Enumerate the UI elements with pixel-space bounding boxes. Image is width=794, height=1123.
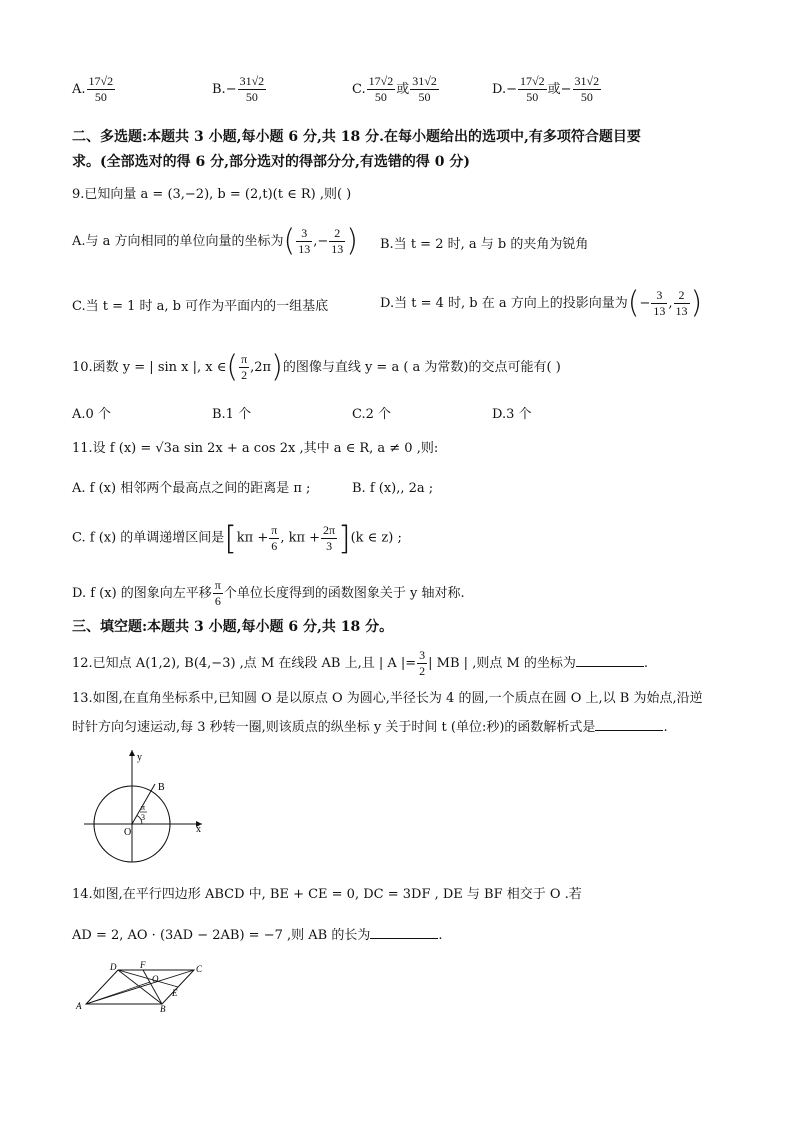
q10-option-b: B.1 个 [212, 407, 252, 422]
q10-option-c: C.2 个 [352, 407, 392, 422]
q11-option-d: D. f (x) 的图象向左平移 $\frac{\pi}{6}$ 个单位长度得到的函数图象关于 y 轴对称. [72, 578, 465, 608]
point-b-label: B [158, 782, 165, 793]
q14-figure [72, 960, 212, 1012]
answer-blank[interactable] [370, 926, 438, 939]
q10-option-a: A.0 个 [72, 407, 111, 422]
vertex-c-label: C [196, 964, 203, 974]
point-o-label: O [152, 974, 159, 984]
q9-option-c: C.当 t = 1 时 a, b 可作为平面内的一组基底 [72, 299, 329, 314]
vertex-a-label: A [76, 1001, 82, 1011]
q11-option-b: B. f (x),, 2a ; [352, 481, 434, 496]
x-axis-label: x [196, 824, 201, 835]
q11-option-a: A. f (x) 相邻两个最高点之间的距离是 π ; [72, 481, 311, 496]
q13-line2: 时针方向匀速运动,每 3 秒转一圈,则该质点的纵坐标 y 关于时间 t (单位:秒)的函数解析式是 . [72, 720, 668, 735]
answer-blank[interactable] [576, 654, 644, 667]
angle-numerator: π [141, 803, 146, 812]
q10-option-d: D.3 个 [492, 407, 532, 422]
q9-option-b: B.当 t = 2 时, a 与 b 的夹角为锐角 [380, 237, 589, 252]
q8-option-a: A. $\frac{17√2}{50}$ [72, 74, 114, 104]
q8-option-d: D.− $\frac{17√2}{50}$ 或− $\frac{31√2}{50}$ [492, 74, 600, 104]
q8-option-b: B.− $\frac{31√2}{50}$ [212, 74, 265, 104]
q12-stem: 12.已知点 A(1,2), B(4,−3) ,点 M 在线段 AB 上,且 | A |= $\frac{3}{2}$ | MB | ,则点 M 的坐标为 . [72, 648, 649, 678]
section3-heading: 三、填空题:本题共 3 小题,每小题 6 分,共 18 分。 [72, 619, 394, 635]
point-e-label: E [172, 988, 178, 998]
q11-stem: 11.设 f (x) = √3a sin 2x + a cos 2x ,其中 a ∈ R, a ≠ 0 ,则: [72, 441, 439, 456]
q8-option-c: C. $\frac{17√2}{50}$ 或 $\frac{31√2}{50}$ [352, 74, 437, 104]
q13-line1: 13.如图,在直角坐标系中,已知圆 O 是以原点 O 为圆心,半径长为 4 的圆,一个质点在圆 O 上,以 B 为始点,沿逆 [72, 691, 703, 706]
answer-blank[interactable] [595, 718, 663, 731]
origin-label: O [124, 827, 132, 838]
q14-line1: 14.如图,在平行四边形 ABCD 中, BE + CE = 0, DC = 3DF , DE 与 BF 相交于 O .若 [72, 887, 582, 902]
q9-stem: 9.已知向量 a = (3,−2), b = (2,t)(t ∈ R) ,则( ) [72, 187, 352, 202]
q9-option-a: A.与 a 方向相同的单位向量的坐标为( $\frac{3}{13}$ ,− $\frac{2}{13}$ ) [72, 223, 359, 259]
point-f-label: F [140, 960, 146, 970]
section2-heading-line1: 二、多选题:本题共 3 小题,每小题 6 分,共 18 分.在每小题给出的选项中,有多项符合题目要 [72, 129, 641, 145]
q11-option-c: C. f (x) 的单调递增区间是[kπ + $\frac{\pi}{6}$ , kπ + $\frac{2\pi}{3}$ ](k ∈ z) ; [72, 519, 402, 557]
y-axis-label: y [137, 752, 142, 763]
vertex-b-label: B [160, 1004, 166, 1012]
q13-figure [78, 746, 208, 864]
q9-option-d: D.当 t = 4 时, b 在 a 方向上的投影向量为(− $\frac{3}{13}$ , $\frac{2}{13}$ ) [380, 285, 703, 321]
q14-line2: AD = 2, AO · (3AD − 2AB) = −7 ,则 AB 的长为 . [72, 928, 443, 943]
angle-denominator: 3 [141, 813, 145, 822]
q10-stem: 10.函数 y = | sin x |, x ∈( $\frac{\pi}{2}$ ,2π)的图像与直线 y = a ( a 为常数)的交点可能有( ) [72, 349, 561, 385]
vertex-d-label: D [110, 962, 117, 972]
section2-heading-line2: 求。(全部选对的得 6 分,部分选对的得部分分,有选错的得 0 分) [72, 154, 470, 170]
